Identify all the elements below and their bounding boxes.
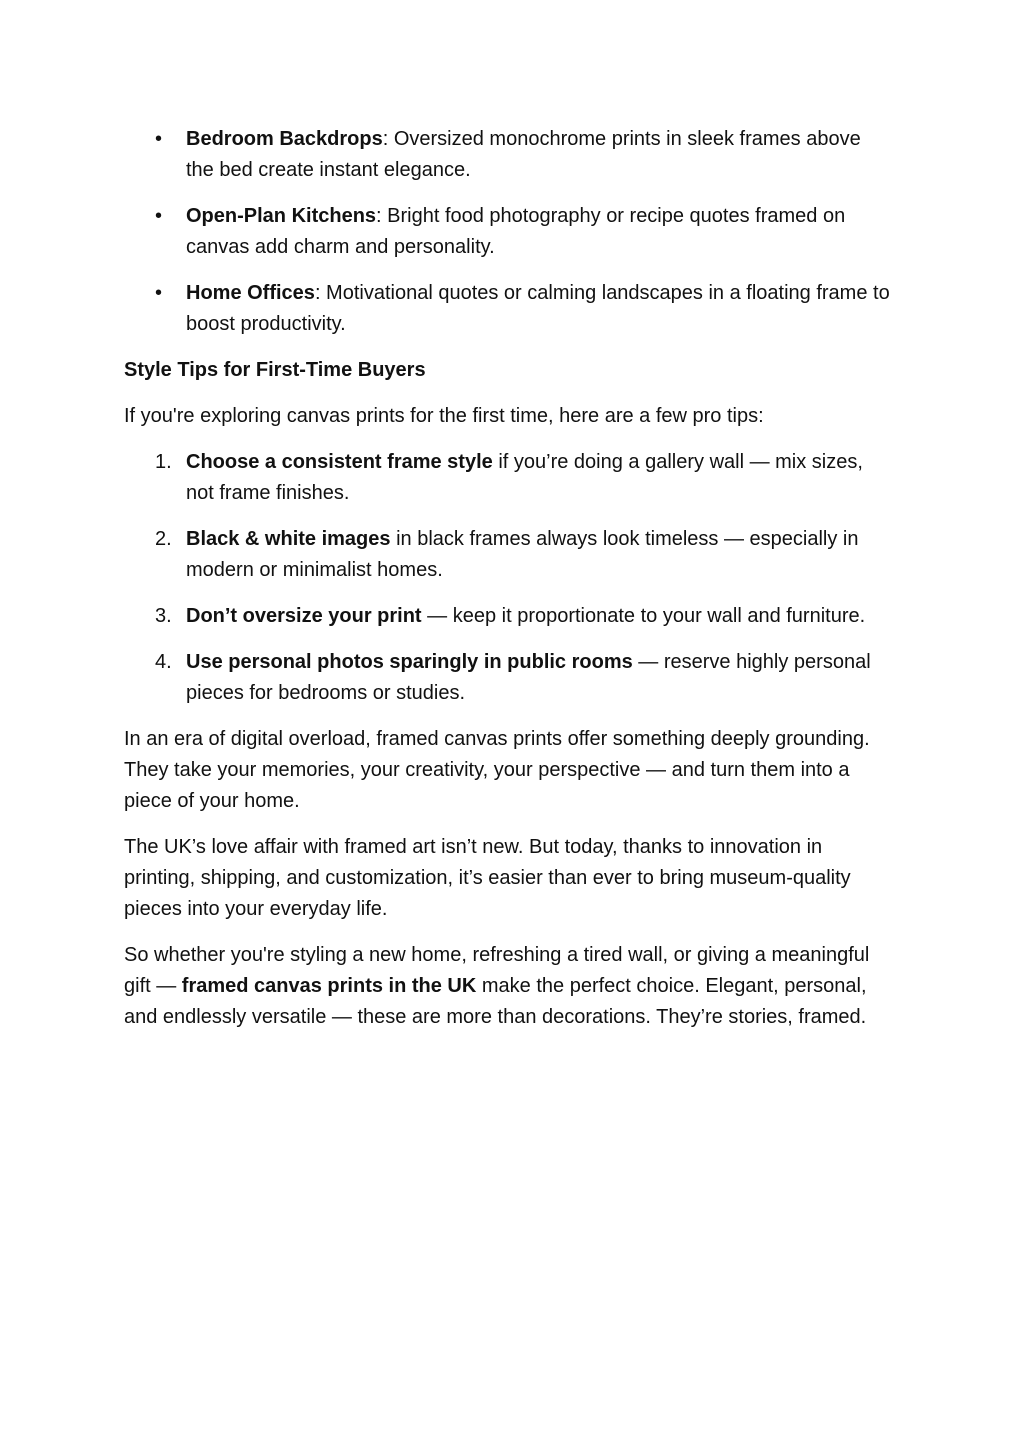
item-bold-label: Open-Plan Kitchens	[186, 205, 377, 227]
bullet-marker: •	[155, 282, 163, 304]
list-number: 2.	[155, 528, 172, 550]
item-text: — reserve highly personal pieces for bedrooms or studies.	[186, 651, 871, 704]
item-text: : Motivational quotes or calming landscapes in a floating frame to boost productivity.	[186, 282, 890, 335]
bullet-marker: •	[155, 128, 163, 150]
section-heading: Style Tips for First-Time Buyers	[124, 359, 426, 381]
item-bold-label: Use personal photos sparingly in public rooms	[186, 651, 633, 673]
list-number: 3.	[155, 605, 172, 627]
list-item	[124, 647, 893, 709]
list-number: 4.	[155, 651, 172, 673]
body-paragraph: In an era of digital overload, framed canvas prints offer something deeply grounding. They take your memories, your creativity, your perspective — and turn them into a piece of your home.	[124, 728, 870, 812]
list-item	[124, 278, 893, 340]
paragraph-text: make the perfect choice. Elegant, personal, and endlessly versatile — these are more than decorations. They’re stories, framed.	[124, 975, 867, 1028]
list-number: 1.	[155, 451, 172, 473]
list-item	[124, 524, 893, 586]
list-item	[124, 447, 893, 509]
list-item	[124, 201, 893, 263]
item-bold-label: Choose a consistent frame style	[186, 451, 493, 473]
paragraph-text: So whether you're styling a new home, refreshing a tired wall, or giving a meaningful gift —	[124, 944, 870, 997]
body-paragraph: The UK’s love affair with framed art isn’t new. But today, thanks to innovation in printing, shipping, and customization, it’s easier than ever to bring museum-quality pieces into your everyday life.	[124, 836, 851, 920]
item-bold-label: Home Offices	[186, 282, 315, 304]
item-bold-label: Bedroom Backdrops	[186, 128, 383, 150]
item-text: — keep it proportionate to your wall and furniture.	[421, 605, 866, 627]
item-bold-label: Don’t oversize your print	[186, 605, 422, 627]
item-text: in black frames always look timeless — especially in modern or minimalist homes.	[186, 528, 859, 581]
bullet-marker: •	[155, 205, 163, 227]
intro-paragraph: If you're exploring canvas prints for the first time, here are a few pro tips:	[124, 405, 764, 427]
keyword-bold: framed canvas prints in the UK	[181, 975, 477, 997]
list-item	[124, 124, 893, 186]
list-item	[124, 601, 893, 632]
item-text: : Bright food photography or recipe quotes framed on canvas add charm and personality.	[186, 205, 846, 258]
item-bold-label: Black & white images	[186, 528, 391, 550]
room-ideas-list	[124, 124, 893, 340]
item-text: : Oversized monochrome prints in sleek frames above the bed create instant elegance.	[186, 128, 861, 181]
item-text: if you’re doing a gallery wall — mix sizes, not frame finishes.	[186, 451, 863, 504]
style-tips-list	[124, 447, 893, 709]
closing-paragraph	[124, 940, 893, 1033]
